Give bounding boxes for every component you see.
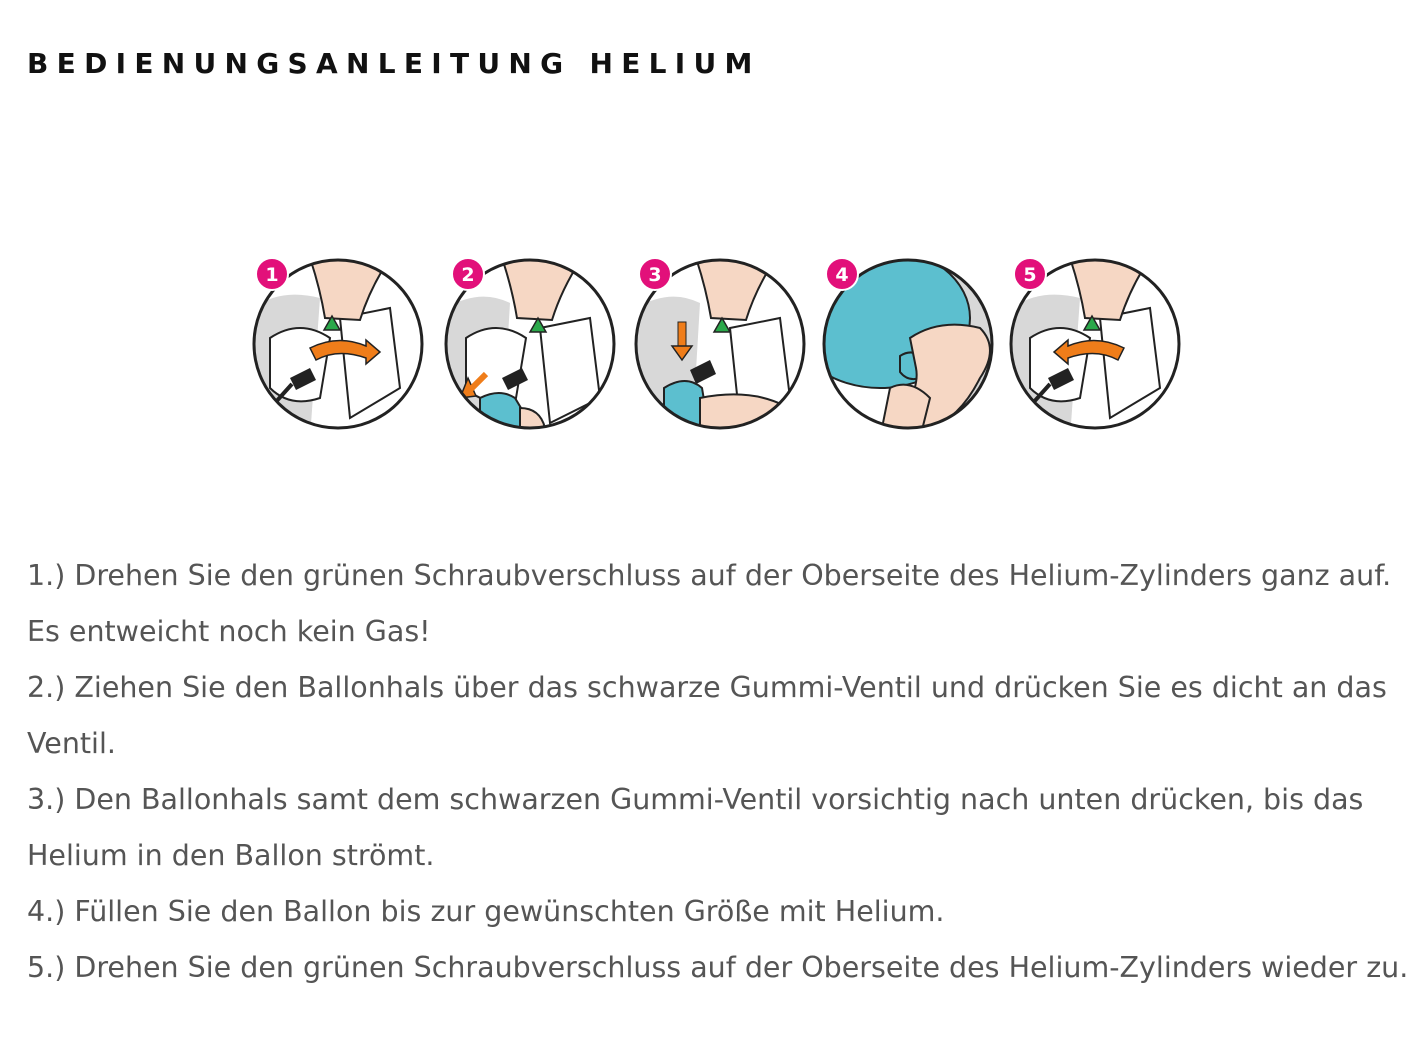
instruction-step-5: 5.) Drehen Sie den grünen Schraubverschluss auf der Oberseite des Helium-Zylinders wieder zu.: [27, 951, 1409, 984]
instruction-step-1: 1.) Drehen Sie den grünen Schraubverschluss auf der Oberseite des Helium-Zylinders ganz auf. Es entweicht noch kein Gas!: [27, 559, 1392, 648]
instruction-illustrations: [240, 248, 1200, 448]
page-title: BEDIENUNGSANLEITUNG HELIUM: [27, 46, 761, 80]
step-2-illustration: [440, 258, 620, 438]
step-5-illustration: [1008, 258, 1188, 438]
instruction-step-2: 2.) Ziehen Sie den Ballonhals über das schwarze Gummi-Ventil und drücken Sie es dicht an das Ventil.: [27, 671, 1387, 760]
instruction-step-3: 3.) Den Ballonhals samt dem schwarzen Gummi-Ventil vorsichtig nach unten drücken, bis das Helium in den Ballon strömt.: [27, 783, 1364, 872]
step-4-illustration: [790, 248, 1000, 438]
instruction-list: [27, 548, 1417, 996]
instruction-step-4: 4.) Füllen Sie den Ballon bis zur gewünschten Größe mit Helium.: [27, 895, 945, 928]
step-badge-5: 5: [1023, 264, 1037, 286]
step-1-illustration: [250, 258, 430, 438]
step-badge-2: 2: [461, 264, 475, 286]
step-badge-4: 4: [835, 264, 849, 286]
step-badge-1: 1: [265, 264, 279, 286]
step-3-illustration: [630, 258, 810, 438]
step-badge-3: 3: [648, 264, 662, 286]
